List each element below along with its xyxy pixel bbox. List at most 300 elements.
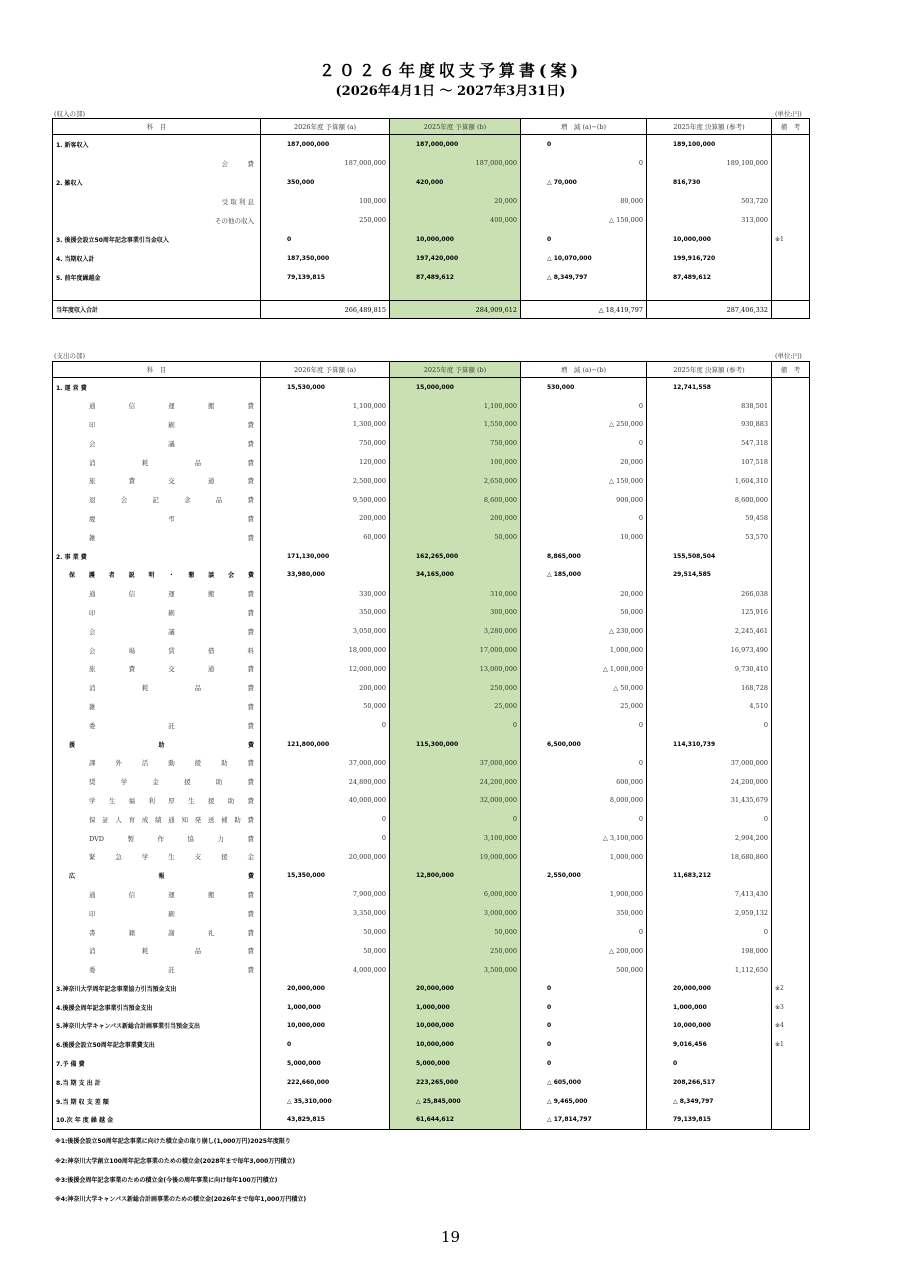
- income-header-row: [53, 119, 810, 135]
- row-actual-2025: 0: [647, 810, 772, 829]
- row-budget-2025: 8,600,000: [390, 490, 521, 509]
- row-diff: 0: [521, 716, 647, 735]
- row-remarks: [772, 173, 810, 192]
- row-actual-2025: 1,000,000: [647, 998, 772, 1017]
- row-subject: 雑費: [53, 697, 261, 716]
- row-budget-2025: △ 25,845,000: [390, 1092, 521, 1111]
- row-budget-2025: 187,000,000: [390, 154, 521, 173]
- row-diff: 0: [521, 1017, 647, 1036]
- row-diff: △ 1,000,000: [521, 659, 647, 678]
- row-remarks: [772, 1054, 810, 1073]
- row-remarks: [772, 453, 810, 472]
- row-budget-2026: 187,000,000: [261, 154, 390, 173]
- row-budget-2025: 162,265,000: [390, 547, 521, 566]
- row-remarks: ※1: [775, 1041, 784, 1049]
- row-diff: 0: [521, 230, 647, 249]
- row-remarks: [772, 490, 810, 509]
- row-subject: 通信運搬費: [53, 885, 261, 904]
- budget-row: [53, 641, 810, 660]
- footnote-1: ※1:後援会設立50周年記念事業に向けた積立金の取り崩し(1,000万円)2025年度限り: [55, 1138, 291, 1145]
- page-number: 19: [440, 1228, 461, 1246]
- row-budget-2025: 87,489,612: [390, 268, 521, 287]
- row-subject: 委託費: [53, 960, 261, 979]
- footnote-3: ※3:後援会周年記念事業のための積立金(今後の周年事業に向け毎年100万円積立): [55, 1177, 278, 1184]
- row-diff: 1,000,000: [521, 847, 647, 866]
- row-budget-2025: 250,000: [390, 941, 521, 960]
- budget-row: [53, 453, 810, 472]
- row-diff: 8,000,000: [521, 791, 647, 810]
- row-remarks: [772, 378, 810, 397]
- budget-row: [53, 584, 810, 603]
- budget-row: [53, 490, 810, 509]
- row-diff: 0: [521, 1054, 647, 1073]
- row-diff: 1,900,000: [521, 885, 647, 904]
- row-budget-2026: 222,660,000: [261, 1073, 390, 1092]
- row-budget-2026: 0: [261, 230, 390, 249]
- expense-header-row: [53, 362, 810, 378]
- row-actual-2025: 24,200,000: [647, 772, 772, 791]
- row-budget-2025: 1,000,000: [390, 998, 521, 1017]
- row-budget-2026: 10,000,000: [261, 1017, 390, 1036]
- row-budget-2026: 3,050,000: [261, 622, 390, 641]
- row-budget-2026: 79,139,815: [261, 268, 390, 287]
- row-actual-2025: 838,501: [647, 396, 772, 415]
- row-diff: 0: [521, 998, 647, 1017]
- header-subject: 科 目: [53, 119, 261, 135]
- row-budget-2026: 0: [261, 716, 390, 735]
- row-budget-2025: 24,200,000: [390, 772, 521, 791]
- row-diff: 600,000: [521, 772, 647, 791]
- budget-row: [53, 135, 810, 154]
- row-diff: △ 8,349,797: [521, 268, 647, 287]
- row-budget-2025: 19,000,000: [390, 847, 521, 866]
- row-remarks: ※2: [775, 984, 784, 992]
- row-actual-2025: 0: [647, 1054, 772, 1073]
- row-remarks: [772, 565, 810, 584]
- row-actual-2025: 20,000,000: [647, 979, 772, 998]
- row-actual-2025: 930,883: [647, 415, 772, 434]
- row-subject: 9.当 期 収 支 差 額: [53, 1092, 261, 1111]
- row-subject: 旅費交通費: [53, 471, 261, 490]
- budget-row: [53, 829, 810, 848]
- row-subject: 奨学金援助費: [53, 772, 261, 791]
- row-subject: 6.後援会設立50周年記念事業費支出: [53, 1035, 261, 1054]
- row-budget-2025: 61,644,612: [390, 1111, 521, 1130]
- row-subject: 消耗品費: [53, 941, 261, 960]
- row-budget-2025: 200,000: [390, 509, 521, 528]
- row-actual-2025: 10,000,000: [647, 1017, 772, 1036]
- budget-row: [53, 810, 810, 829]
- row-actual-2025: 816,730: [647, 173, 772, 192]
- row-subject: 会議費: [53, 434, 261, 453]
- row-remarks: [772, 434, 810, 453]
- budget-row: [53, 528, 810, 547]
- row-diff: △ 150,000: [521, 211, 647, 230]
- row-budget-2025: 750,000: [390, 434, 521, 453]
- row-budget-2026: 0: [261, 810, 390, 829]
- row-actual-2025: 2,959,132: [647, 904, 772, 923]
- header-budget-2026: 2026年度 予算額 (a): [261, 362, 390, 378]
- row-budget-2025: 32,000,000: [390, 791, 521, 810]
- row-budget-2026: 120,000: [261, 453, 390, 472]
- row-budget-2026: 200,000: [261, 678, 390, 697]
- row-subject: 2. 事 業 費: [53, 547, 261, 566]
- row-subject: 会議費: [53, 622, 261, 641]
- row-budget-2026: 50,000: [261, 697, 390, 716]
- row-budget-2025: 17,000,000: [390, 641, 521, 660]
- budget-row: [53, 230, 810, 249]
- row-remarks: [772, 923, 810, 942]
- spacer-cell: [53, 287, 261, 301]
- row-actual-2025: 1,112,650: [647, 960, 772, 979]
- row-subject: 1. 新客収入: [53, 135, 261, 154]
- row-budget-2025: 310,000: [390, 584, 521, 603]
- row-actual-2025: 9,016,456: [647, 1035, 772, 1054]
- spacer-cell: [647, 287, 772, 301]
- income-unit: (単位:円): [775, 110, 802, 118]
- row-budget-2026: 1,000,000: [261, 998, 390, 1017]
- row-budget-2026: 250,000: [261, 211, 390, 230]
- row-budget-2025: 3,500,000: [390, 960, 521, 979]
- row-budget-2025: 400,000: [390, 211, 521, 230]
- row-budget-2026: 40,000,000: [261, 791, 390, 810]
- row-remarks: [772, 584, 810, 603]
- row-actual-2025: 87,489,612: [647, 268, 772, 287]
- row-remarks: [772, 772, 810, 791]
- row-actual-2025: 31,435,679: [647, 791, 772, 810]
- row-actual-2025: 7,413,430: [647, 885, 772, 904]
- row-remarks: [772, 135, 810, 154]
- row-remarks: [772, 829, 810, 848]
- spacer-cell: [772, 287, 810, 301]
- row-remarks: ※4: [775, 1022, 784, 1030]
- row-diff: 50,000: [521, 603, 647, 622]
- row-diff: 1,000,000: [521, 641, 647, 660]
- row-remarks: [772, 528, 810, 547]
- row-subject: 旅費交通費: [53, 659, 261, 678]
- row-actual-2025: 59,458: [647, 509, 772, 528]
- row-remarks: [772, 415, 810, 434]
- row-subject: 退会記念品費: [53, 490, 261, 509]
- row-budget-2026: 20,000,000: [261, 847, 390, 866]
- row-budget-2026: 350,000: [261, 173, 390, 192]
- page-subtitle: (2026年4月1日 〜 2027年3月31日): [335, 84, 566, 99]
- budget-row: [53, 471, 810, 490]
- row-budget-2026: 187,350,000: [261, 249, 390, 268]
- row-budget-2025: 187,000,000: [390, 135, 521, 154]
- row-budget-2025: 50,000: [390, 923, 521, 942]
- row-diff: 0: [521, 753, 647, 772]
- row-subject: 委託費: [53, 716, 261, 735]
- row-actual-2025: 4,510: [647, 697, 772, 716]
- row-remarks: [772, 716, 810, 735]
- budget-row: [53, 378, 810, 397]
- row-diff: △ 605,000: [521, 1073, 647, 1092]
- row-budget-2025: 34,165,000: [390, 565, 521, 584]
- row-subject: 3. 後援会設立50周年記念事業引当金収入: [53, 230, 261, 249]
- row-budget-2026: 3,350,000: [261, 904, 390, 923]
- row-subject: 印刷費: [53, 603, 261, 622]
- total-budget-2025: 284,909,612: [390, 301, 521, 319]
- row-actual-2025: 114,310,739: [647, 735, 772, 754]
- row-budget-2026: 60,000: [261, 528, 390, 547]
- row-remarks: [772, 622, 810, 641]
- row-budget-2026: 330,000: [261, 584, 390, 603]
- row-budget-2026: 20,000,000: [261, 979, 390, 998]
- row-diff: △ 185,000: [521, 565, 647, 584]
- row-remarks: [772, 960, 810, 979]
- row-remarks: [772, 154, 810, 173]
- header-actual-2025: 2025年度 決算額 (参考): [647, 362, 772, 378]
- row-budget-2026: 18,000,000: [261, 641, 390, 660]
- row-budget-2025: 223,265,000: [390, 1073, 521, 1092]
- budget-row: [53, 154, 810, 173]
- row-budget-2025: 420,000: [390, 173, 521, 192]
- row-subject: 会場賃借料: [53, 641, 261, 660]
- header-actual-2025: 2025年度 決算額 (参考): [647, 119, 772, 135]
- header-remarks: 備 考: [772, 119, 810, 135]
- row-subject: 会 費: [53, 154, 261, 173]
- row-remarks: [772, 904, 810, 923]
- row-actual-2025: 18,680,860: [647, 847, 772, 866]
- row-actual-2025: 107,518: [647, 453, 772, 472]
- row-actual-2025: 29,514,585: [647, 565, 772, 584]
- budget-row: [53, 678, 810, 697]
- budget-row: [53, 415, 810, 434]
- budget-row: [53, 1073, 810, 1092]
- row-budget-2026: 5,000,000: [261, 1054, 390, 1073]
- row-budget-2025: 115,300,000: [390, 735, 521, 754]
- row-budget-2025: 300,000: [390, 603, 521, 622]
- total-remarks: [772, 301, 810, 319]
- row-budget-2026: 43,829,815: [261, 1111, 390, 1130]
- row-diff: 0: [521, 810, 647, 829]
- row-actual-2025: 2,994,200: [647, 829, 772, 848]
- row-diff: 20,000: [521, 453, 647, 472]
- footnote-2: ※2:神奈川大学創立100周年記念事業のための積立金(2028年まで毎年3,000万円積立): [55, 1158, 296, 1165]
- spacer-cell: [390, 287, 521, 301]
- row-subject: 通信運搬費: [53, 396, 261, 415]
- row-remarks: [772, 810, 810, 829]
- row-budget-2026: 7,900,000: [261, 885, 390, 904]
- row-subject: 保護者説明・懇談会費: [53, 565, 261, 584]
- income-caption: (収入の部): [54, 110, 86, 118]
- row-budget-2026: 200,000: [261, 509, 390, 528]
- row-subject: 緊急学生支援金: [53, 847, 261, 866]
- row-budget-2026: 15,530,000: [261, 378, 390, 397]
- row-subject: 学生福利厚生援助費: [53, 791, 261, 810]
- budget-row: [53, 998, 810, 1017]
- row-budget-2026: 1,100,000: [261, 396, 390, 415]
- budget-row: [53, 268, 810, 287]
- row-remarks: [772, 1073, 810, 1092]
- row-subject: 3.神奈川大学周年記念事業協力引当預金支出: [53, 979, 261, 998]
- budget-row: [53, 249, 810, 268]
- row-subject: 雑費: [53, 528, 261, 547]
- row-budget-2026: 4,000,000: [261, 960, 390, 979]
- row-budget-2025: 2,650,000: [390, 471, 521, 490]
- row-actual-2025: 503,720: [647, 192, 772, 211]
- header-remarks: 備 考: [772, 362, 810, 378]
- row-budget-2025: 25,000: [390, 697, 521, 716]
- budget-row: [53, 396, 810, 415]
- budget-row: [53, 923, 810, 942]
- row-budget-2025: 12,800,000: [390, 866, 521, 885]
- row-subject: 印刷費: [53, 904, 261, 923]
- row-remarks: [772, 659, 810, 678]
- row-actual-2025: 0: [647, 716, 772, 735]
- row-actual-2025: 266,038: [647, 584, 772, 603]
- row-budget-2026: 0: [261, 829, 390, 848]
- row-diff: △ 70,000: [521, 173, 647, 192]
- row-subject: 2. 雑収入: [53, 173, 261, 192]
- total-actual-2025: 287,406,332: [647, 301, 772, 319]
- row-actual-2025: 168,728: [647, 678, 772, 697]
- row-subject: 援助費: [53, 735, 261, 754]
- budget-row: [53, 565, 810, 584]
- row-budget-2026: 121,800,000: [261, 735, 390, 754]
- row-subject: 10.次 年 度 繰 越 金: [53, 1111, 261, 1130]
- budget-row: [53, 1092, 810, 1111]
- row-remarks: [772, 678, 810, 697]
- row-actual-2025: 37,000,000: [647, 753, 772, 772]
- budget-row: [53, 716, 810, 735]
- row-remarks: [772, 211, 810, 230]
- row-budget-2025: 50,000: [390, 528, 521, 547]
- row-actual-2025: 79,139,815: [647, 1111, 772, 1130]
- row-diff: 530,000: [521, 378, 647, 397]
- row-diff: △ 50,000: [521, 678, 647, 697]
- row-remarks: [772, 603, 810, 622]
- row-remarks: [772, 1092, 810, 1111]
- row-subject: 8.当 期 支 出 計: [53, 1073, 261, 1092]
- row-diff: △ 10,070,000: [521, 249, 647, 268]
- income-table: [52, 118, 810, 319]
- budget-row: [53, 847, 810, 866]
- row-diff: 25,000: [521, 697, 647, 716]
- budget-row: [53, 753, 810, 772]
- row-diff: 80,000: [521, 192, 647, 211]
- spacer-cell: [521, 287, 647, 301]
- row-remarks: [772, 791, 810, 810]
- budget-row: [53, 659, 810, 678]
- row-budget-2026: 171,130,000: [261, 547, 390, 566]
- row-budget-2025: 20,000,000: [390, 979, 521, 998]
- row-budget-2025: 15,000,000: [390, 378, 521, 397]
- income-total-row: [53, 301, 810, 319]
- row-diff: 0: [521, 135, 647, 154]
- row-remarks: [772, 396, 810, 415]
- row-subject: 1. 運 営 費: [53, 378, 261, 397]
- spacer-row: [53, 287, 810, 301]
- row-remarks: [772, 641, 810, 660]
- budget-row: [53, 434, 810, 453]
- row-budget-2025: 20,000: [390, 192, 521, 211]
- row-diff: 0: [521, 509, 647, 528]
- row-subject: 5.神奈川大学キャンパス新総合計画事業引当預金支出: [53, 1017, 261, 1036]
- row-actual-2025: 199,916,720: [647, 249, 772, 268]
- row-budget-2026: △ 35,310,000: [261, 1092, 390, 1111]
- row-actual-2025: △ 8,349,797: [647, 1092, 772, 1111]
- budget-row: [53, 735, 810, 754]
- row-diff: △ 9,465,000: [521, 1092, 647, 1111]
- row-budget-2026: 0: [261, 1035, 390, 1054]
- row-diff: 2,550,000: [521, 866, 647, 885]
- row-diff: 0: [521, 923, 647, 942]
- row-actual-2025: 198,000: [647, 941, 772, 960]
- row-diff: 350,000: [521, 904, 647, 923]
- row-budget-2026: 24,800,000: [261, 772, 390, 791]
- row-diff: △ 17,814,797: [521, 1111, 647, 1130]
- budget-row: [53, 1054, 810, 1073]
- budget-row: [53, 960, 810, 979]
- row-subject: 通信運搬費: [53, 584, 261, 603]
- row-diff: 0: [521, 1035, 647, 1054]
- row-budget-2026: 9,500,000: [261, 490, 390, 509]
- row-budget-2026: 33,980,000: [261, 565, 390, 584]
- row-remarks: [772, 509, 810, 528]
- row-remarks: [772, 735, 810, 754]
- row-subject: 5. 前年度繰越金: [53, 268, 261, 287]
- row-budget-2025: 13,000,000: [390, 659, 521, 678]
- total-label: 当年度収入合計: [53, 301, 261, 319]
- row-remarks: [772, 192, 810, 211]
- budget-row: [53, 509, 810, 528]
- row-diff: 500,000: [521, 960, 647, 979]
- budget-row: [53, 547, 810, 566]
- row-budget-2026: 12,000,000: [261, 659, 390, 678]
- budget-row: [53, 1035, 810, 1054]
- budget-row: [53, 904, 810, 923]
- row-diff: 0: [521, 434, 647, 453]
- row-budget-2026: 750,000: [261, 434, 390, 453]
- row-budget-2026: 350,000: [261, 603, 390, 622]
- row-budget-2025: 0: [390, 810, 521, 829]
- row-budget-2025: 250,000: [390, 678, 521, 697]
- row-remarks: [772, 471, 810, 490]
- row-remarks: [772, 847, 810, 866]
- page-title: ２０２６年度収支予算書(案): [318, 61, 583, 80]
- row-actual-2025: 1,604,310: [647, 471, 772, 490]
- row-budget-2025: 6,000,000: [390, 885, 521, 904]
- row-diff: 6,500,000: [521, 735, 647, 754]
- row-budget-2025: 3,280,000: [390, 622, 521, 641]
- expense-unit: (単位:円): [775, 352, 802, 360]
- row-budget-2025: 37,000,000: [390, 753, 521, 772]
- row-remarks: [772, 753, 810, 772]
- row-budget-2025: 197,420,000: [390, 249, 521, 268]
- row-budget-2025: 5,000,000: [390, 1054, 521, 1073]
- header-subject: 科 目: [53, 362, 261, 378]
- row-subject: 受 取 利 息: [53, 192, 261, 211]
- row-subject: 課外活動援助費: [53, 753, 261, 772]
- budget-row: [53, 603, 810, 622]
- row-actual-2025: 11,683,212: [647, 866, 772, 885]
- budget-row: [53, 211, 810, 230]
- budget-row: [53, 192, 810, 211]
- row-subject: 4.後援会周年記念事業引当預金支出: [53, 998, 261, 1017]
- row-budget-2025: 3,100,000: [390, 829, 521, 848]
- row-diff: △ 200,000: [521, 941, 647, 960]
- row-budget-2025: 10,000,000: [390, 230, 521, 249]
- row-remarks: [772, 866, 810, 885]
- budget-row: [53, 941, 810, 960]
- row-actual-2025: 8,600,000: [647, 490, 772, 509]
- row-budget-2025: 10,000,000: [390, 1035, 521, 1054]
- row-actual-2025: 125,916: [647, 603, 772, 622]
- budget-row: [53, 1017, 810, 1036]
- row-diff: 900,000: [521, 490, 647, 509]
